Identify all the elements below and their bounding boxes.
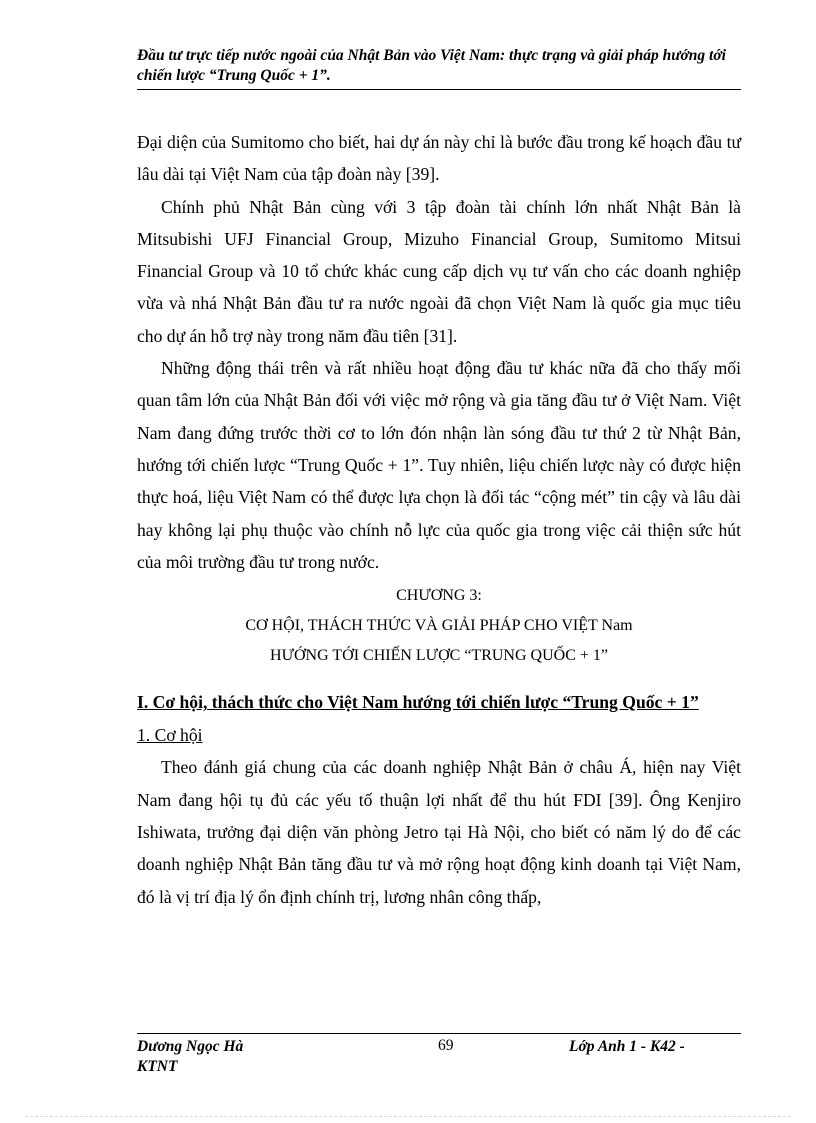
page-body (137, 126, 741, 913)
paragraph-4: Theo đánh giá chung của các doanh nghiệp Nhật Bản ở châu Á, hiện nay Việt Nam đang hội tụ đủ các yếu tố thuận lợi nhất để thu hút FDI [39]. Ông Kenjiro Ishiwata, trưởng đại diện văn phòng Jetro tại Hà Nội, cho biết có năm lý do để các doanh nghiệp Nhật Bản tăng đầu tư và mở rộng hoạt động kinh doanh tại Việt Nam, đó là vị trí địa lý ổn định chính trị, lương nhân công thấp, (137, 757, 741, 907)
footer-author: Dương Ngọc Hà KTNT (137, 1038, 244, 1075)
page-footer (137, 1033, 741, 1075)
footer-class: Lớp Anh 1 - K42 - (569, 1038, 685, 1055)
running-header (137, 46, 741, 90)
chapter-number: CHƯƠNG 3: (396, 587, 482, 605)
page-bottom-divider (25, 1116, 791, 1117)
header-title: Đầu tư trực tiếp nước ngoài của Nhật Bản vào Việt Nam: thực trạng và giải pháp hướng tới chiến lược “Trung Quốc + 1”. (137, 47, 726, 84)
paragraph-2: Chính phủ Nhật Bản cùng với 3 tập đoàn tài chính lớn nhất Nhật Bản là Mitsubishi UFJ Financial Group, Mizuho Financial Group, Sumitomo Mitsui Financial Group và 10 tổ chức khác cung cấp dịch vụ tư vấn cho các doanh nghiệp vừa và nhá Nhật Bản đầu tư ra nước ngoài đã chọn Việt Nam là quốc gia mục tiêu cho dự án hỗ trợ này trong năm đầu tiên [31]. (137, 196, 741, 346)
chapter-title-line-1: CƠ HỘI, THÁCH THỨC VÀ GIẢI PHÁP CHO VIỆT Nam (245, 617, 633, 635)
chapter-title-line-2: HƯỚNG TỚI CHIẾN LƯỢC “TRUNG QUỐC + 1” (270, 647, 608, 665)
paragraph-1: Đại diện của Sumitomo cho biết, hai dự án này chỉ là bước đầu trong kế hoạch đầu tư lâu dài tại Việt Nam của tập đoàn này [39]. (137, 132, 741, 185)
paragraph-3: Những động thái trên và rất nhiều hoạt động đầu tư khác nữa đã cho thấy mối quan tâm lớn của Nhật Bản đối với việc mở rộng và gia tăng đầu tư ở Việt Nam. Việt Nam đang đứng trước thời cơ to lớn đón nhận làn sóng đầu tư thứ 2 từ Nhật Bản, hướng tới chiến lược “Trung Quốc + 1”. Tuy nhiên, liệu chiến lược này có được hiện thực hoá, liệu Việt Nam có thể được lựa chọn là đối tác “cộng mét” tin cậy và lâu dài hay không lại phụ thuộc vào chính nỗ lực của quốc gia trong việc cải thiện sức hút của môi trường đầu tư trong nước. (137, 358, 741, 572)
page-number: 69 (438, 1037, 454, 1054)
section-heading: I. Cơ hội, thách thức cho Việt Nam hướng tới chiến lược “Trung Quốc + 1” (137, 692, 699, 713)
subsection-heading: 1. Cơ hội (137, 725, 203, 746)
